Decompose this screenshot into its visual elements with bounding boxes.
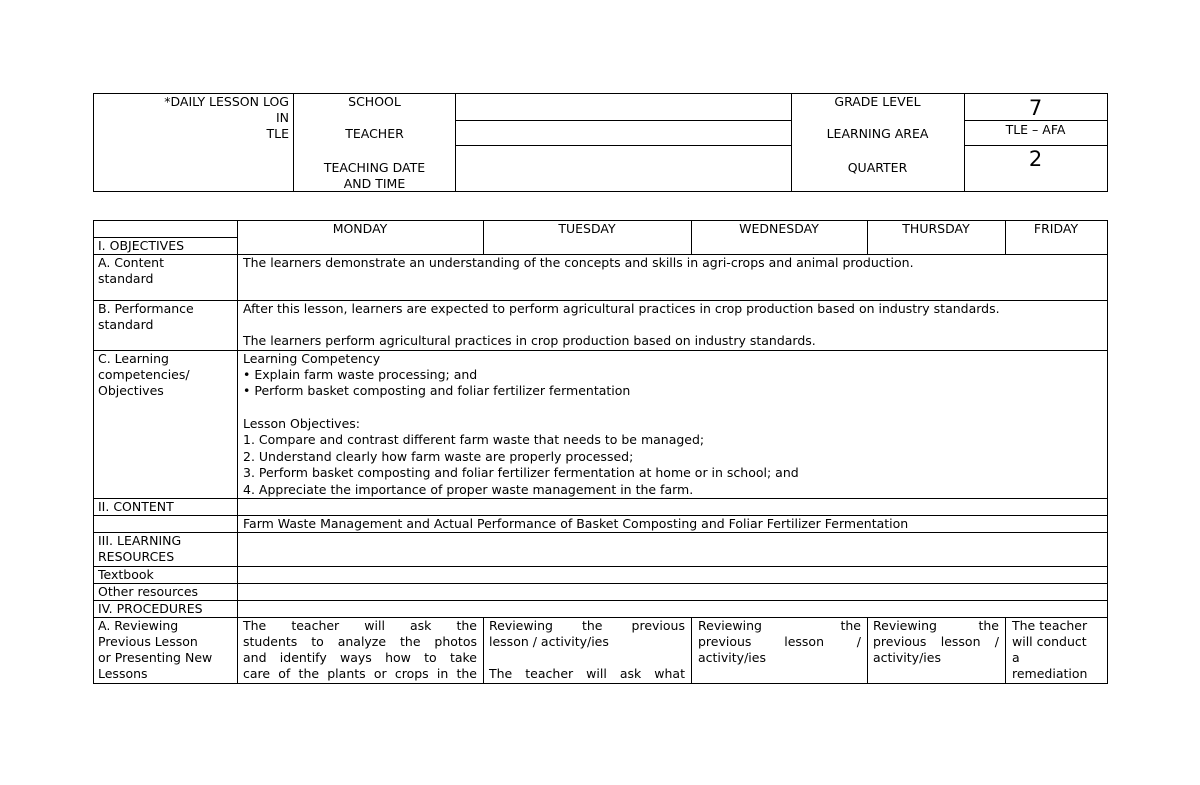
day-friday: FRIDAY [1033,221,1079,236]
friday-procedure-line: remediation [1012,666,1088,681]
quarter-value: 2 [1028,147,1043,171]
day-monday: MONDAY [332,221,388,236]
thursday-procedure-line: Reviewing the [873,618,999,633]
reviewing-label: A. Reviewing [98,618,179,633]
lesson-objective-item: 2. Understand clearly how farm waste are properly processed; [243,449,634,464]
performance-standard-text-2: The learners perform agricultural practices in crop production based on industry standards. [243,333,816,348]
monday-procedure-line: students to analyze the photos [243,634,477,649]
performance-standard-text: After this lesson, learners are expected to perform agricultural practices in crop production based on industry standards. [243,301,1000,316]
lesson-objectives-heading: Lesson Objectives: [243,416,360,431]
content-standard-text: The learners demonstrate an understanding of the concepts and skills in agri-crops and animal production. [243,255,914,270]
textbook-label: Textbook [98,567,154,582]
friday-procedure-line: will conduct [1012,634,1087,649]
wednesday-procedure-line: Reviewing the [698,618,861,633]
friday-procedure-line: The teacher [1012,618,1088,633]
day-thursday: THURSDAY [902,221,970,236]
lesson-objective-item: 1. Compare and contrast different farm waste that needs to be managed; [243,432,705,447]
competency-heading: Learning Competency [243,351,381,366]
competency-label-2: competencies/ [98,367,190,382]
performance-standard-label: B. Performance [98,301,194,316]
lesson-objective-item: 3. Perform basket composting and foliar fertilizer fermentation at home or in school; and [243,465,799,480]
thursday-procedure-line: previous lesson / [873,634,999,649]
day-wednesday: WEDNESDAY [739,221,819,236]
thursday-procedure-line: activity/ies [873,650,941,665]
grade-level-value: 7 [1028,96,1043,120]
tuesday-procedure-line: Reviewing the previous [489,618,685,633]
teaching-date-label: TEACHING DATE [323,160,426,175]
tuesday-procedure-line: The teacher will ask what [489,666,685,681]
wednesday-procedure-line: previous lesson / [698,634,861,649]
grade-level-label: GRADE LEVEL [834,94,921,109]
competency-label-3: Objectives [98,383,164,398]
day-tuesday: TUESDAY [558,221,616,236]
teaching-time-label: AND TIME [343,176,406,191]
performance-standard-label-2: standard [98,317,154,332]
log-title-in: IN [275,110,289,125]
wednesday-procedure-line: activity/ies [698,650,766,665]
other-resources-label: Other resources [98,584,199,599]
monday-procedure-line: and identify ways how to take [243,650,477,665]
resources-heading: III. LEARNING [98,533,182,548]
lesson-objective-item: 4. Appreciate the importance of proper waste management in the farm. [243,482,694,497]
resources-heading-2: RESOURCES [98,549,175,564]
content-standard-label: A. Content [98,255,164,270]
reviewing-label: Previous Lesson [98,634,198,649]
competency-label: C. Learning [98,351,169,366]
procedures-heading: IV. PROCEDURES [98,601,203,616]
log-title: *DAILY LESSON LOG [164,94,289,109]
reviewing-label: Lessons [98,666,148,681]
content-heading: II. CONTENT [98,499,174,514]
objectives-heading: I. OBJECTIVES [98,238,185,253]
teacher-label: TEACHER [345,126,404,141]
reviewing-label: or Presenting New [98,650,213,665]
tuesday-procedure-line: lesson / activity/ies [489,634,609,649]
learning-area-label: LEARNING AREA [826,126,929,141]
content-standard-label-2: standard [98,271,154,286]
competency-item: • Perform basket composting and foliar fertilizer fermentation [243,383,631,398]
monday-procedure-line: The teacher will ask the [243,618,477,633]
log-subject: TLE [266,126,289,141]
competency-item: • Explain farm waste processing; and [243,367,478,382]
monday-procedure-line: care of the plants or crops in the [243,666,477,681]
friday-procedure-line: a [1012,650,1020,665]
learning-area-value: TLE – AFA [1005,122,1066,137]
content-text: Farm Waste Management and Actual Performance of Basket Composting and Foliar Fertilizer Fermentation [243,516,909,531]
school-label: SCHOOL [348,94,401,109]
quarter-label: QUARTER [847,160,908,175]
